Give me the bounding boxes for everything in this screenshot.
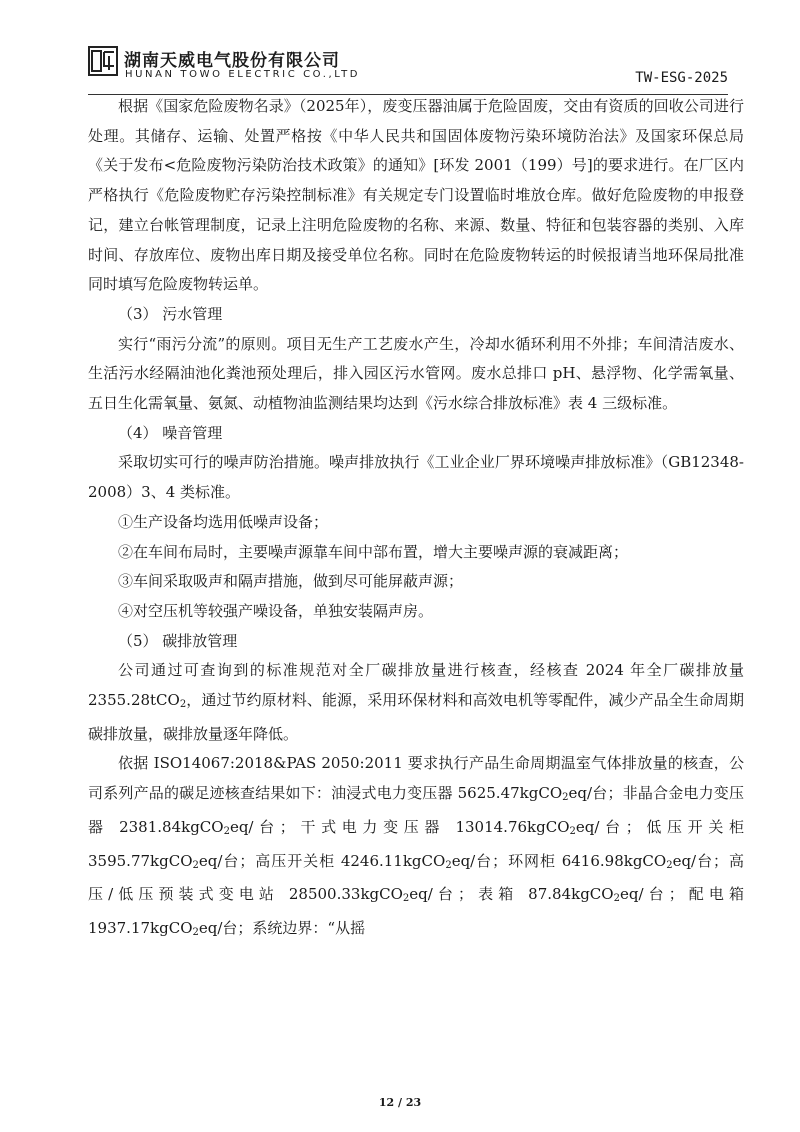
document-body <box>88 92 744 948</box>
text-run: eq/台；环网柜 6416.98kgCO <box>451 851 667 870</box>
text-run: eq/台；低压开关柜 3595.77kgCO <box>88 817 744 870</box>
list-item: ②在车间布局时，主要噪声源靠车间中部布置，增大主要噪声源的衰减距离； <box>118 542 629 561</box>
text-run: eq/台；高压开关柜 4246.11kgCO <box>198 851 446 870</box>
heading-wastewater: （3） 污水管理 <box>118 304 223 323</box>
company-name-cn: 湖南天威电气股份有限公司 <box>124 51 340 71</box>
subscript: 2 <box>223 825 230 837</box>
subscript: 2 <box>402 893 410 905</box>
text-run: eq/台；非晶合金电力变压器 2381.84kgCO <box>88 784 744 836</box>
list-item: ①生产设备均选用低噪声设备； <box>118 512 329 531</box>
subscript: 2 <box>666 859 673 871</box>
paragraph-carbon-total <box>88 656 744 749</box>
text-run: eq/台；干式电力变压器 13014.76kgCO <box>229 817 570 836</box>
subscript: 2 <box>445 859 452 871</box>
text-run: 依据 ISO14067:2018&PAS 2050:2011 要求执行产品生命周期温室气体排放量的核查，公司系列产品的碳足迹核查结果如下：油浸式电力变压器 5625.47kgCO <box>88 754 744 803</box>
heading-noise: （4） 噪音管理 <box>118 423 223 442</box>
page-header <box>88 44 728 95</box>
paragraph-carbon-footprint <box>88 749 744 947</box>
page-number: 12 / 23 <box>378 1096 422 1109</box>
heading-carbon: （5） 碳排放管理 <box>118 631 238 650</box>
subscript: 2 <box>569 825 576 837</box>
company-name-en: HUNAN TOWO ELECTRIC CO.,LTD <box>125 69 361 80</box>
document-code: TW-ESG-2025 <box>635 70 728 86</box>
subscript: 2 <box>192 926 199 938</box>
text-run: 公司通过可查询到的标准规范对全厂碳排放量进行核查，经核查 2024 年全厂碳排放量 2355.28tCO <box>88 661 744 710</box>
text-run: eq/台；高压/低压预装式变电站 28500.33kgCO <box>88 851 744 904</box>
subscript: 2 <box>179 699 187 711</box>
text-run: ，通过节约原材料、能源，采用环保材料和高效电机等零配件，减少产品全生命周期碳排放量，碳排放量逐年降低。 <box>88 691 744 743</box>
text-run: eq/台；表箱 87.84kgCO <box>409 885 614 904</box>
subscript: 2 <box>562 792 569 804</box>
subscript: 2 <box>613 893 620 905</box>
company-logo-icon <box>88 46 118 76</box>
paragraph-hazardous-waste: 根据《国家危险废物名录》（2025年），废变压器油属于危险固废，交由有资质的回收公司进行处理。其储存、运输、处置严格按《中华人民共和国固体废物污染环境防治法》及国家环保总局《关于发布<危险废物污染防治技术政策》的通知》[环发 2001（199）号]的要求进行。在厂区内严格执行《危险废物贮存污染控制标准》有关规定专门设置临时堆放仓库。做好危险废物的申报登记，建立台帐管理制度，记录上注明危险废物的名称、来源、数量、特征和包装容器的类别、入库时间、存放库位、废物出库日期及接受单位名称。同时在危险废物转运的时候报请当地环保局批准同时填写危险废物转运单。 <box>88 97 744 294</box>
list-item: ④对空压机等较强产噪设备，单独安装隔声房。 <box>118 601 434 620</box>
text-run: eq/台；系统边界：“从摇 <box>198 918 366 937</box>
text-run: eq/台；配电箱 1937.17kgCO <box>88 885 744 937</box>
paragraph-wastewater: 实行“雨污分流”的原则。项目无生产工艺废水产生，冷却水循环利用不外排；车间清洁废水、生活污水经隔油池化粪池预处理后，排入园区污水管网。废水总排口 pH、悬浮物、化学需氧量、五日生化需氧量、氨氮、动植物油监测结果均达到《污水综合排放标准》表 4 三级标准。 <box>88 334 744 413</box>
paragraph-noise: 采取切实可行的噪声防治措施。噪声排放执行《工业企业厂界环境噪声排放标准》（GB12348-2008）3、4 类标准。 <box>88 453 744 502</box>
list-item: ③车间采取吸声和隔声措施，做到尽可能屏蔽声源； <box>118 572 464 591</box>
subscript: 2 <box>192 859 199 871</box>
